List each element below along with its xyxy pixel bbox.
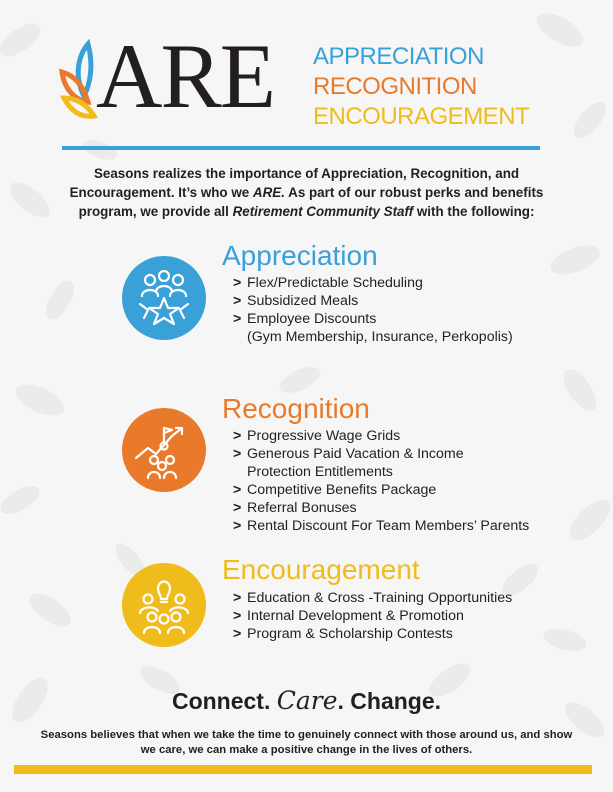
encouragement-icon-circle xyxy=(122,563,206,647)
list-item-text: Progressive Wage Grids xyxy=(247,428,401,444)
bullet-marker: > xyxy=(233,500,242,516)
section-title-recognition: Recognition xyxy=(222,393,370,424)
intro-text-3: with the following: xyxy=(413,204,535,219)
list-item-text: Education & Cross -Training Opportunities xyxy=(247,590,513,606)
bullet-marker: > xyxy=(233,608,242,624)
list-item-text: Referral Bonuses xyxy=(247,500,357,516)
slogan-change: . Change. xyxy=(337,688,442,714)
bullet-marker: > xyxy=(233,311,242,327)
appreciation-list xyxy=(233,274,513,346)
bullet-marker: > xyxy=(233,446,242,462)
list-item-text: Rental Discount For Team Members’ Parents xyxy=(247,518,530,534)
list-item xyxy=(233,292,513,310)
appreciation-icon-circle xyxy=(122,256,206,340)
list-item-text: Program & Scholarship Contests xyxy=(247,626,453,642)
recognition-icon-circle xyxy=(122,408,206,492)
intro-text-1: Seasons realizes the importance of Appreciation, Recognition, and Encouragement. It’s who we xyxy=(69,166,520,200)
list-item-text: Internal Development & Promotion xyxy=(247,608,464,624)
tag-recognition: RECOGNITION xyxy=(313,73,477,100)
list-item-subtext: Protection Entitlements xyxy=(247,464,393,480)
closing-statement: Seasons believes that when we take the time to genuinely connect with those around us, and show we care, we can make a positive change in the lives of others. xyxy=(40,729,573,756)
bullet-marker: > xyxy=(233,626,242,642)
intro-paragraph xyxy=(40,164,573,221)
list-item xyxy=(233,517,529,535)
list-item-text: Competitive Benefits Package xyxy=(247,482,437,498)
tag-encouragement: ENCOURAGEMENT xyxy=(313,103,530,130)
list-item-text: Generous Paid Vacation & Income xyxy=(247,446,464,462)
list-item xyxy=(233,274,513,292)
header-divider xyxy=(62,146,540,150)
bullet-marker: > xyxy=(233,275,242,291)
bullet-marker: > xyxy=(233,293,242,309)
slogan xyxy=(0,686,613,716)
slogan-connect: Connect. xyxy=(171,688,277,714)
intro-staff-emphasis: Retirement Community Staff xyxy=(232,204,414,219)
list-item xyxy=(233,625,512,643)
list-item-subtext: (Gym Membership, Insurance, Perkopolis) xyxy=(247,329,513,345)
list-item xyxy=(233,607,512,625)
list-item-text: Subsidized Meals xyxy=(247,293,359,309)
list-item-text: Employee Discounts xyxy=(247,311,377,327)
bullet-marker: > xyxy=(233,482,242,498)
team-star-icon xyxy=(122,256,206,340)
slogan-care: Care xyxy=(276,686,338,715)
list-item xyxy=(233,445,529,481)
list-item xyxy=(233,427,529,445)
encouragement-list xyxy=(233,589,512,643)
list-item-text: Flex/Predictable Scheduling xyxy=(247,275,423,291)
footer-bar xyxy=(14,765,592,774)
recognition-list xyxy=(233,427,529,535)
bullet-marker: > xyxy=(233,428,242,444)
section-title-appreciation: Appreciation xyxy=(222,240,378,271)
bullet-marker: > xyxy=(233,518,242,534)
bullet-marker: > xyxy=(233,590,242,606)
intro-are-emphasis: ARE. xyxy=(252,185,285,200)
section-title-encouragement: Encouragement xyxy=(222,554,420,585)
list-item xyxy=(233,481,529,499)
list-item xyxy=(233,310,513,346)
tag-appreciation: APPRECIATION xyxy=(313,43,484,70)
growth-flag-icon xyxy=(122,408,206,492)
are-logo-word: ARE xyxy=(96,25,274,127)
tag-lines xyxy=(313,42,529,132)
idea-team-icon xyxy=(122,563,206,647)
list-item xyxy=(233,499,529,517)
intro-text-2: As part of our robust perks and benefits program, we provide all xyxy=(78,185,544,219)
list-item xyxy=(233,589,512,607)
